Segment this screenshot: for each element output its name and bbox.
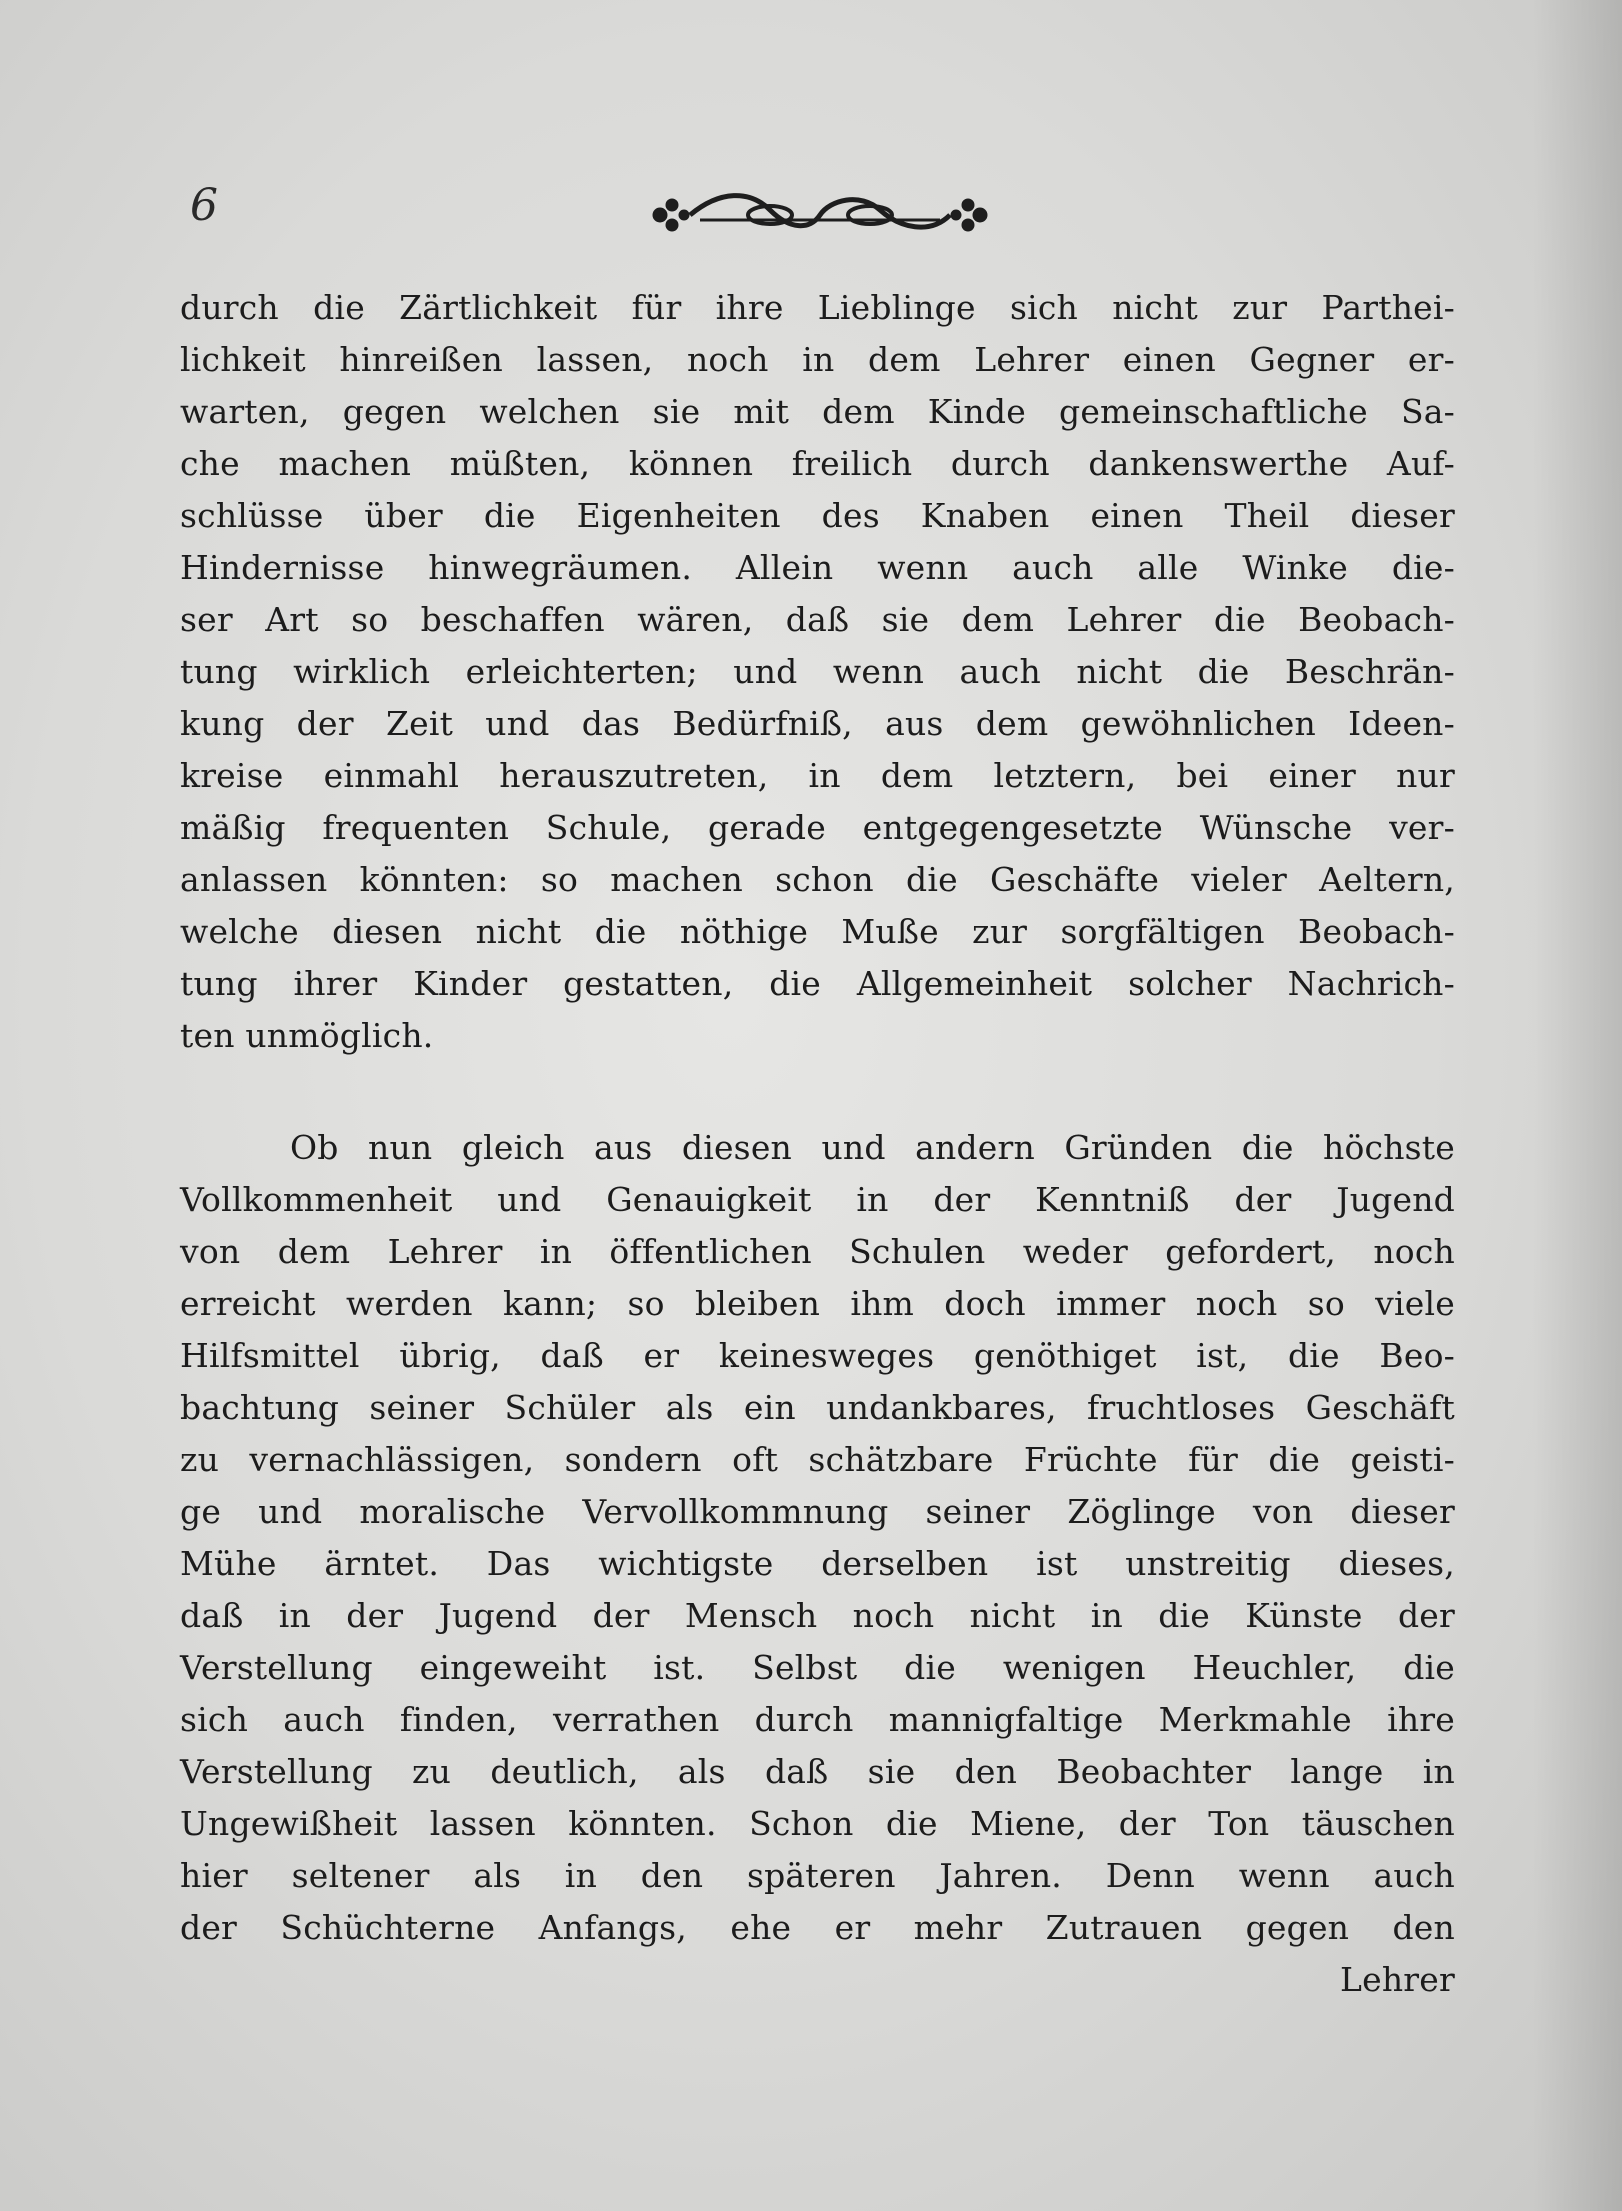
text-line: ge und moralische Vervollkommnung seiner Zöglinge von dieser [180,1492,1455,1531]
text-line: daß in der Jugend der Mensch noch nicht in die Künste der [180,1596,1455,1635]
body-text [180,282,1455,2006]
text-line: schlüsse über die Eigenheiten des Knaben einen Theil dieser [180,496,1455,535]
text-line: anlassen könnten: so machen schon die Geschäfte vieler Aeltern, [180,860,1455,899]
text-line: sich auch finden, verrathen durch mannigfaltige Merkmahle ihre [180,1700,1455,1739]
text-line: warten, gegen welchen sie mit dem Kinde gemeinschaftliche Sa- [180,392,1455,431]
text-line: durch die Zärtlichkeit für ihre Lieblinge sich nicht zur Parthei- [180,288,1455,327]
text-line: che machen müßten, können freilich durch dankenswerthe Auf- [180,444,1455,483]
text-line: der Schüchterne Anfangs, ehe er mehr Zutrauen gegen den [180,1908,1455,1947]
page-edge-shadow [1532,0,1622,2211]
text-line: tung wirklich erleichterten; und wenn auch nicht die Beschrän- [180,652,1455,691]
text-line: kreise einmahl herauszutreten, in dem letztern, bei einer nur [180,756,1455,795]
text-line: erreicht werden kann; so bleiben ihm doch immer noch so viele [180,1284,1455,1323]
text-line: bachtung seiner Schüler als ein undankbares, fruchtloses Geschäft [180,1388,1455,1427]
header-ornament [640,180,1000,250]
text-line: ser Art so beschaffen wären, daß sie dem Lehrer die Beobach- [180,600,1455,639]
text-line: welche diesen nicht die nöthige Muße zur sorgfältigen Beobach- [180,912,1455,951]
text-line: mäßig frequenten Schule, gerade entgegengesetzte Wünsche ver- [180,808,1455,847]
text-line: Verstellung eingeweiht ist. Selbst die wenigen Heuchler, die [180,1648,1455,1687]
catchword: Lehrer [1340,1960,1455,1999]
text-line: lichkeit hinreißen lassen, noch in dem Lehrer einen Gegner er- [180,340,1455,379]
paragraph-1 [180,282,1455,1062]
text-line: zu vernachlässigen, sondern oft schätzbare Früchte für die geisti- [180,1440,1455,1479]
text-line: hier seltener als in den späteren Jahren. Denn wenn auch [180,1856,1455,1895]
text-line: ten unmöglich. [180,1016,434,1055]
text-line: Vollkommenheit und Genauigkeit in der Kenntniß der Jugend [180,1180,1455,1219]
text-line: kung der Zeit und das Bedürfniß, aus dem gewöhnlichen Ideen- [180,704,1455,743]
page-number: 6 [190,180,218,231]
paragraph-gap [180,1062,1455,1122]
text-line: Verstellung zu deutlich, als daß sie den Beobachter lange in [180,1752,1455,1791]
text-line: Hilfsmittel übrig, daß er keinesweges genöthiget ist, die Beo- [180,1336,1455,1375]
text-line: tung ihrer Kinder gestatten, die Allgemeinheit solcher Nachrich- [180,964,1455,1003]
text-line: Ob nun gleich aus diesen und andern Gründen die höchste [290,1128,1455,1167]
text-line: Ungewißheit lassen könnten. Schon die Miene, der Ton täuschen [180,1804,1455,1843]
text-line: Mühe ärntet. Das wichtigste derselben ist unstreitig dieses, [180,1544,1455,1583]
text-line: von dem Lehrer in öffentlichen Schulen weder gefordert, noch [180,1232,1455,1271]
text-line: Hindernisse hinwegräumen. Allein wenn auch alle Winke die- [180,548,1455,587]
paragraph-2 [180,1122,1455,1954]
